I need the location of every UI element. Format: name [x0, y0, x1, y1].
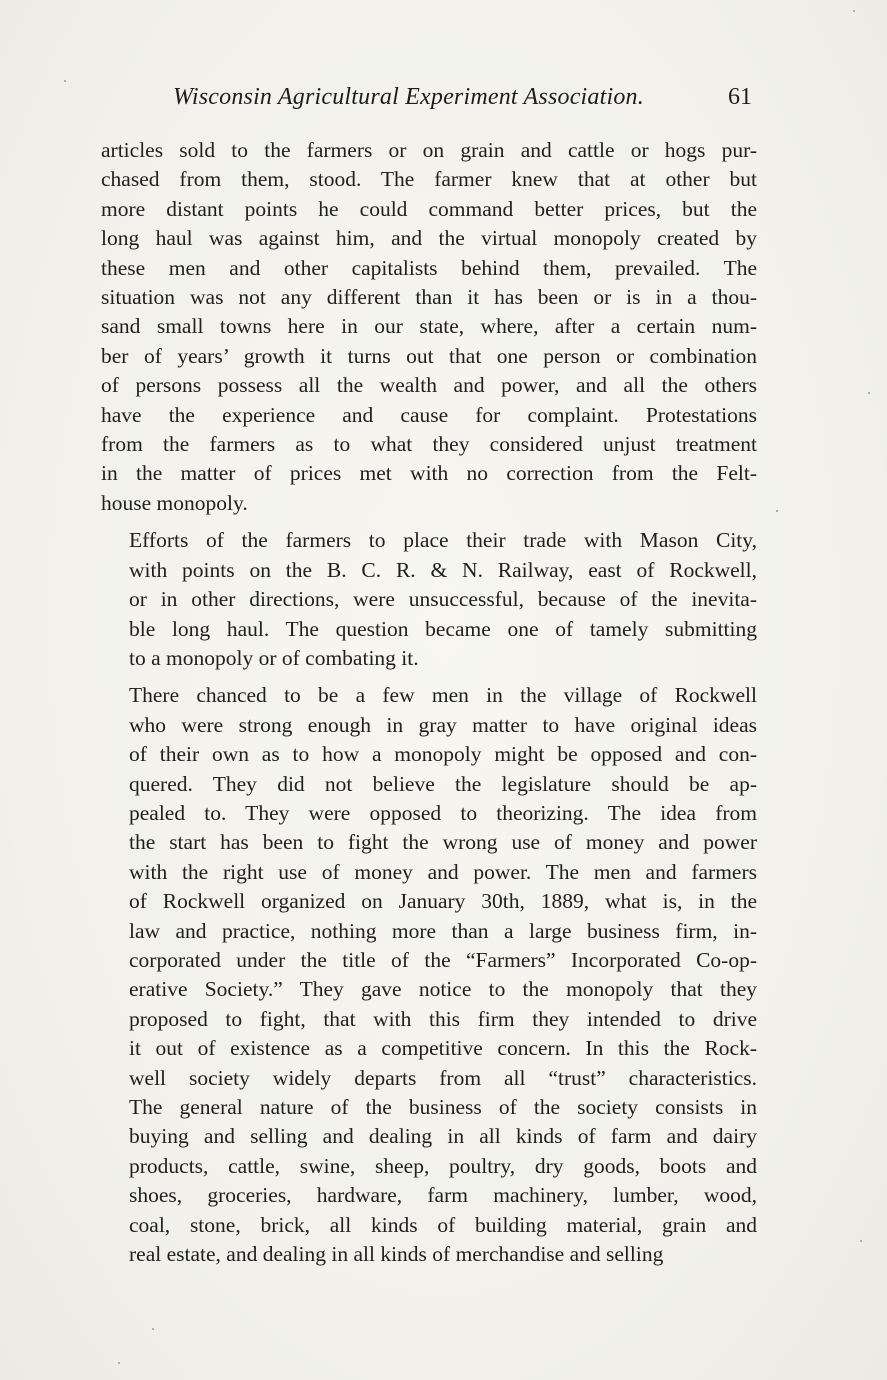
paper-speck — [64, 80, 66, 82]
text-line: ber of years’ growth it turns out that one person or combination — [101, 343, 757, 368]
page-number: 61 — [728, 84, 752, 110]
paragraph — [101, 526, 757, 673]
text-line: of their own as to how a monopoly might be opposed and con- — [129, 742, 757, 767]
text-line: proposed to fight, that with this firm they intended to drive — [129, 1006, 757, 1031]
text-line: articles sold to the farmers or on grain and cattle or hogs pur- — [101, 138, 757, 162]
text-line: There chanced to be a few men in the village of Rockwell — [129, 683, 757, 708]
paper-speck — [152, 1328, 154, 1330]
text-line: house monopoly. — [101, 490, 248, 515]
paper-speck — [776, 510, 778, 512]
text-line: products, cattle, swine, sheep, poultry, dry goods, boots and — [129, 1153, 757, 1178]
running-title: Wisconsin Agricultural Experiment Association. — [173, 84, 644, 110]
paper-speck — [868, 392, 870, 394]
paragraph — [101, 136, 757, 518]
text-line: corporated under the title of the “Farmers” Incorporated Co-op- — [129, 947, 757, 972]
paragraph — [101, 681, 757, 1269]
text-line: who were strong enough in gray matter to have original ideas — [129, 712, 757, 737]
text-line: or in other directions, were unsuccessful, because of the inevita- — [129, 587, 757, 612]
text-line: quered. They did not believe the legislature should be ap- — [129, 771, 757, 796]
paper-speck — [118, 1362, 120, 1364]
text-line: situation was not any different than it has been or is in a thou- — [101, 285, 757, 310]
text-line: real estate, and dealing in all kinds of merchandise and selling — [129, 1242, 664, 1267]
text-line: of persons possess all the wealth and power, and all the others — [101, 373, 757, 398]
text-line: in the matter of prices met with no correction from the Felt- — [101, 461, 757, 486]
text-line: sand small towns here in our state, where, after a certain num- — [101, 314, 757, 339]
text-line: chased from them, stood. The farmer knew that at other but — [101, 167, 757, 192]
text-line: Efforts of the farmers to place their trade with Mason City, — [129, 528, 757, 553]
text-line: shoes, groceries, hardware, farm machinery, lumber, wood, — [129, 1183, 757, 1208]
text-line: to a monopoly or of combating it. — [129, 645, 419, 670]
text-line: ble long haul. The question became one of tamely submitting — [129, 616, 757, 641]
running-header — [100, 84, 760, 120]
text-line: these men and other capitalists behind them, prevailed. The — [101, 255, 757, 280]
text-line: The general nature of the business of the society consists in — [129, 1095, 757, 1119]
text-line: erative Society.” They gave notice to the monopoly that they — [129, 977, 757, 1002]
text-line: coal, stone, brick, all kinds of building material, grain and — [129, 1212, 757, 1237]
text-line: well society widely departs from all “trust” characteristics. — [129, 1065, 757, 1090]
text-line: from the farmers as to what they considered unjust treatment — [101, 432, 757, 457]
text-line: with the right use of money and power. The men and farmers — [129, 859, 757, 884]
text-line: of Rockwell organized on January 30th, 1889, what is, in the — [129, 889, 757, 914]
text-line: with points on the B. C. R. & N. Railway, east of Rockwell, — [129, 557, 757, 582]
text-line: long haul was against him, and the virtual monopoly created by — [101, 226, 757, 251]
text-line: have the experience and cause for complaint. Protestations — [101, 402, 757, 427]
text-line: buying and selling and dealing in all kinds of farm and dairy — [129, 1124, 757, 1149]
body-text — [101, 136, 757, 1269]
paper-speck — [853, 10, 855, 12]
text-line: the start has been to fight the wrong use of money and power — [129, 830, 757, 855]
text-line: it out of existence as a competitive concern. In this the Rock- — [129, 1036, 757, 1061]
text-line: law and practice, nothing more than a large business firm, in- — [129, 918, 757, 943]
text-line: more distant points he could command better prices, but the — [101, 196, 757, 221]
text-line: pealed to. They were opposed to theorizing. The idea from — [129, 800, 757, 825]
paper-speck — [860, 1240, 862, 1242]
